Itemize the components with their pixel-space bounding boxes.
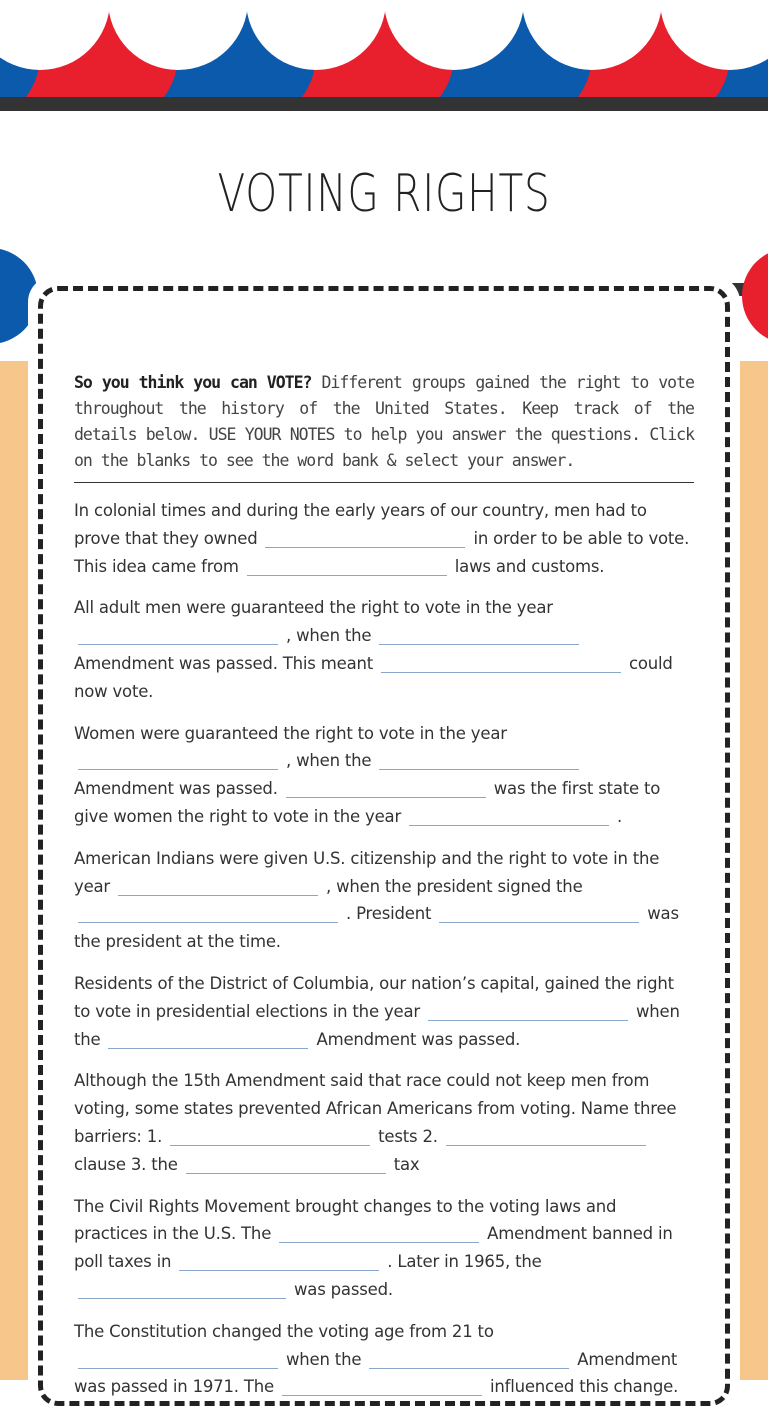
scallop-pattern: [0, 0, 768, 98]
question-3: Women were guaranteed the right to vote in the year , when the Amendment was passed. was the first state to give women the right to vote in the year .: [74, 723, 661, 826]
instructions: [74, 370, 694, 483]
answer-blank[interactable]: [409, 808, 609, 826]
answer-blank[interactable]: [78, 627, 278, 645]
answer-blank[interactable]: [186, 1156, 386, 1174]
answer-blank[interactable]: [118, 878, 318, 896]
answer-blank[interactable]: [170, 1128, 370, 1146]
answer-blank[interactable]: [286, 780, 486, 798]
question-2: All adult men were guaranteed the right to vote in the year , when the Amendment was passed. This meant could now vote.: [74, 598, 673, 701]
answer-blank[interactable]: [78, 1351, 278, 1369]
answer-blank[interactable]: [279, 1225, 479, 1243]
answer-blank[interactable]: [282, 1378, 482, 1396]
answer-blank[interactable]: [379, 752, 579, 770]
question-1: In colonial times and during the early years of our country, men had to prove that they owned in order to be able to vote. This idea came from laws and customs.: [74, 501, 690, 576]
question-4: American Indians were given U.S. citizenship and the right to vote in the year , when the president signed the . President was the president at the time.: [74, 848, 679, 952]
scalloped-banner: [0, 0, 768, 98]
question-5: Residents of the District of Columbia, our nation’s capital, gained the right to vote in presidential elections in the year when the Amendment was passed.: [74, 973, 680, 1049]
answer-blank[interactable]: [446, 1128, 646, 1146]
question-6: Although the 15th Amendment said that race could not keep men from voting, some states prevented African Americans from voting. Name three barriers: 1. tests 2.clause 3. the tax: [74, 1071, 677, 1174]
answer-blank[interactable]: [179, 1253, 379, 1271]
intro-lead: So you think you can VOTE?: [74, 373, 312, 392]
answer-blank[interactable]: [78, 1281, 286, 1299]
question-8: The Constitution changed the voting age from 21 to when the Amendment was passed in 1971. The influenced this change.: [74, 1321, 679, 1397]
answer-blank[interactable]: [78, 905, 338, 923]
answer-blank[interactable]: [247, 558, 447, 576]
answer-blank[interactable]: [439, 905, 639, 923]
page-title: VOTING RIGHTS: [217, 164, 551, 224]
answer-blank[interactable]: [381, 655, 621, 673]
answer-blank[interactable]: [428, 1003, 628, 1021]
divider-bar: [0, 97, 768, 111]
answer-blank[interactable]: [78, 752, 278, 770]
question-7: The Civil Rights Movement brought changes to the voting laws and practices in the U.S. The Amendment banned in poll taxes in . Later in 1965, the was passed.: [74, 1196, 673, 1299]
answer-blank[interactable]: [108, 1031, 308, 1049]
answer-blank[interactable]: [265, 530, 465, 548]
intro-body: Different groups gained the right to vote throughout the history of the United States. Keep track of the details below. USE YOUR NOTES to help you answer the questions. Click on the blanks to see the word bank & select your answer.: [74, 373, 694, 470]
answer-blank[interactable]: [369, 1351, 569, 1369]
answer-blank[interactable]: [379, 627, 579, 645]
worksheet-content: [74, 370, 694, 1401]
